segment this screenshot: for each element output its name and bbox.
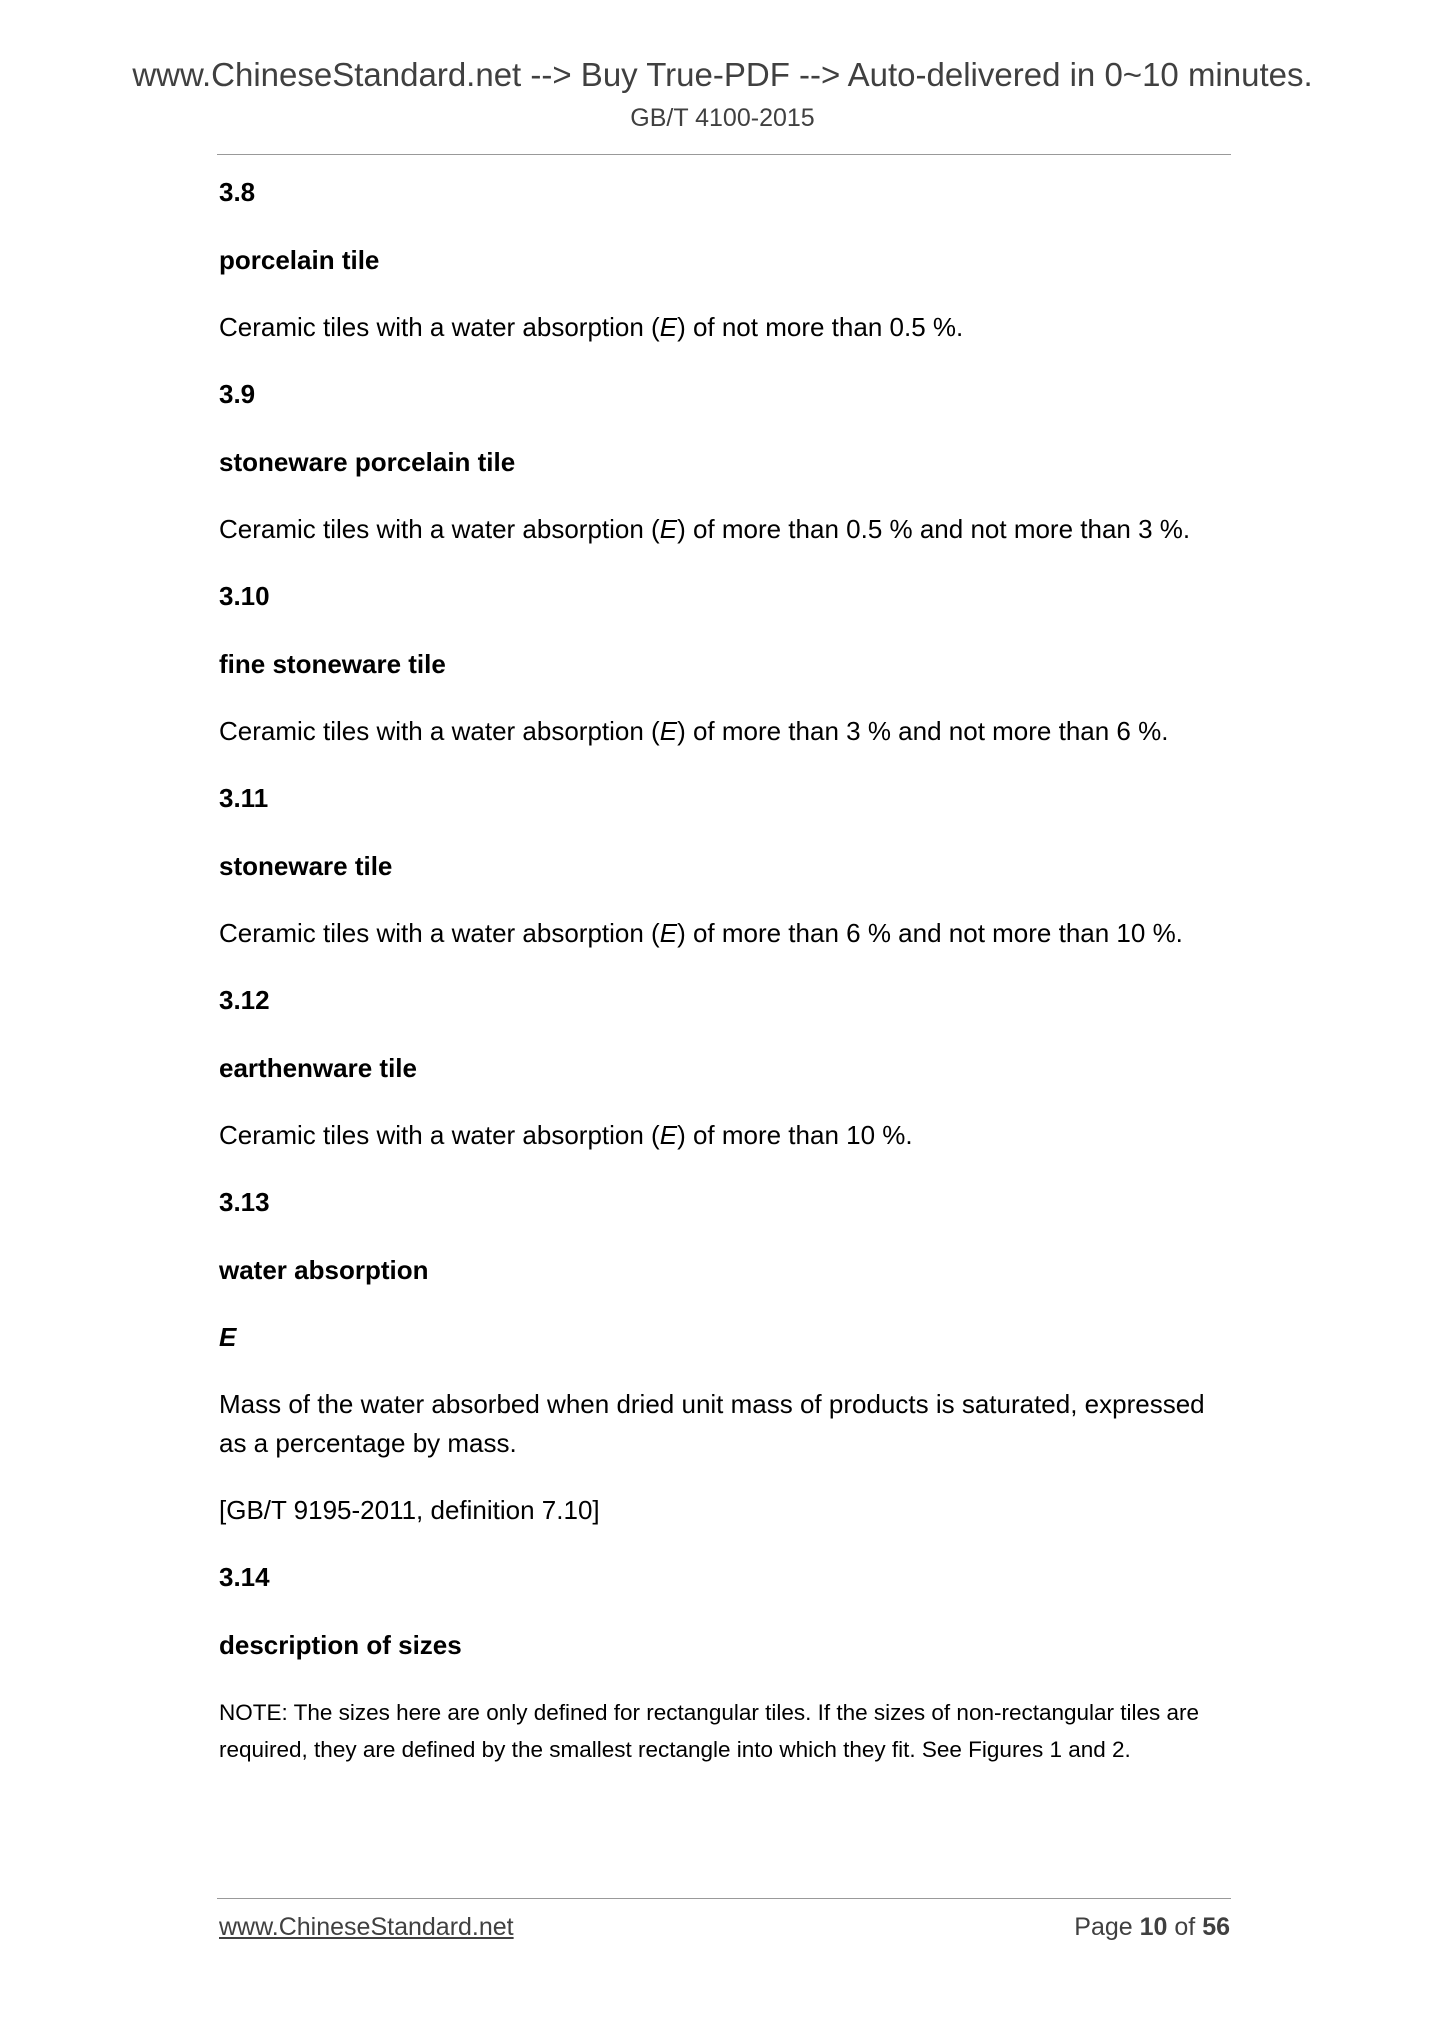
header-divider (217, 154, 1231, 155)
term-heading: fine stoneware tile (219, 649, 446, 679)
clause-number: 3.8 (219, 177, 256, 207)
clause-number: 3.10 (219, 581, 270, 611)
term-symbol: E (219, 1322, 237, 1352)
term-heading: water absorption (219, 1255, 429, 1285)
term-heading: porcelain tile (219, 245, 380, 275)
clause-number: 3.14 (219, 1562, 270, 1592)
term-heading: earthenware tile (219, 1053, 417, 1083)
header-banner: www.ChineseStandard.net --> Buy True-PDF --> Auto-delivered in 0~10 minutes. (132, 56, 1313, 93)
footer-site-link[interactable]: www.ChineseStandard.net (219, 1913, 514, 1941)
term-definition: Ceramic tiles with a water absorption (E) of more than 0.5 % and not more than 3 %. (219, 514, 1191, 544)
term-heading: stoneware porcelain tile (219, 447, 516, 477)
term-definition: Ceramic tiles with a water absorption (E) of more than 10 %. (219, 1120, 913, 1150)
clause-number: 3.11 (219, 783, 269, 813)
term-definition: Mass of the water absorbed when dried unit mass of products is saturated, expressed as a percentage by mass. (219, 1389, 1205, 1458)
standard-id: GB/T 4100-2015 (630, 104, 815, 132)
term-heading: description of sizes (219, 1630, 462, 1660)
note-text: NOTE: The sizes here are only defined for rectangular tiles. If the sizes of non-rectangular tiles are required, they are defined by the smallest rectangle into which they fit. See Figures 1 and 2. (219, 1700, 1200, 1762)
page-indicator: Page 10 of 56 (1074, 1913, 1230, 1941)
footer-divider (217, 1898, 1231, 1899)
term-definition: Ceramic tiles with a water absorption (E) of more than 6 % and not more than 10 %. (219, 918, 1183, 948)
term-definition: Ceramic tiles with a water absorption (E) of more than 3 % and not more than 6 %. (219, 716, 1169, 746)
clause-number: 3.9 (219, 379, 256, 409)
term-definition: Ceramic tiles with a water absorption (E) of not more than 0.5 %. (219, 312, 964, 342)
clause-number: 3.13 (219, 1187, 270, 1217)
clause-number: 3.12 (219, 985, 270, 1015)
definition-source: [GB/T 9195-2011, definition 7.10] (219, 1495, 600, 1525)
term-heading: stoneware tile (219, 851, 393, 881)
